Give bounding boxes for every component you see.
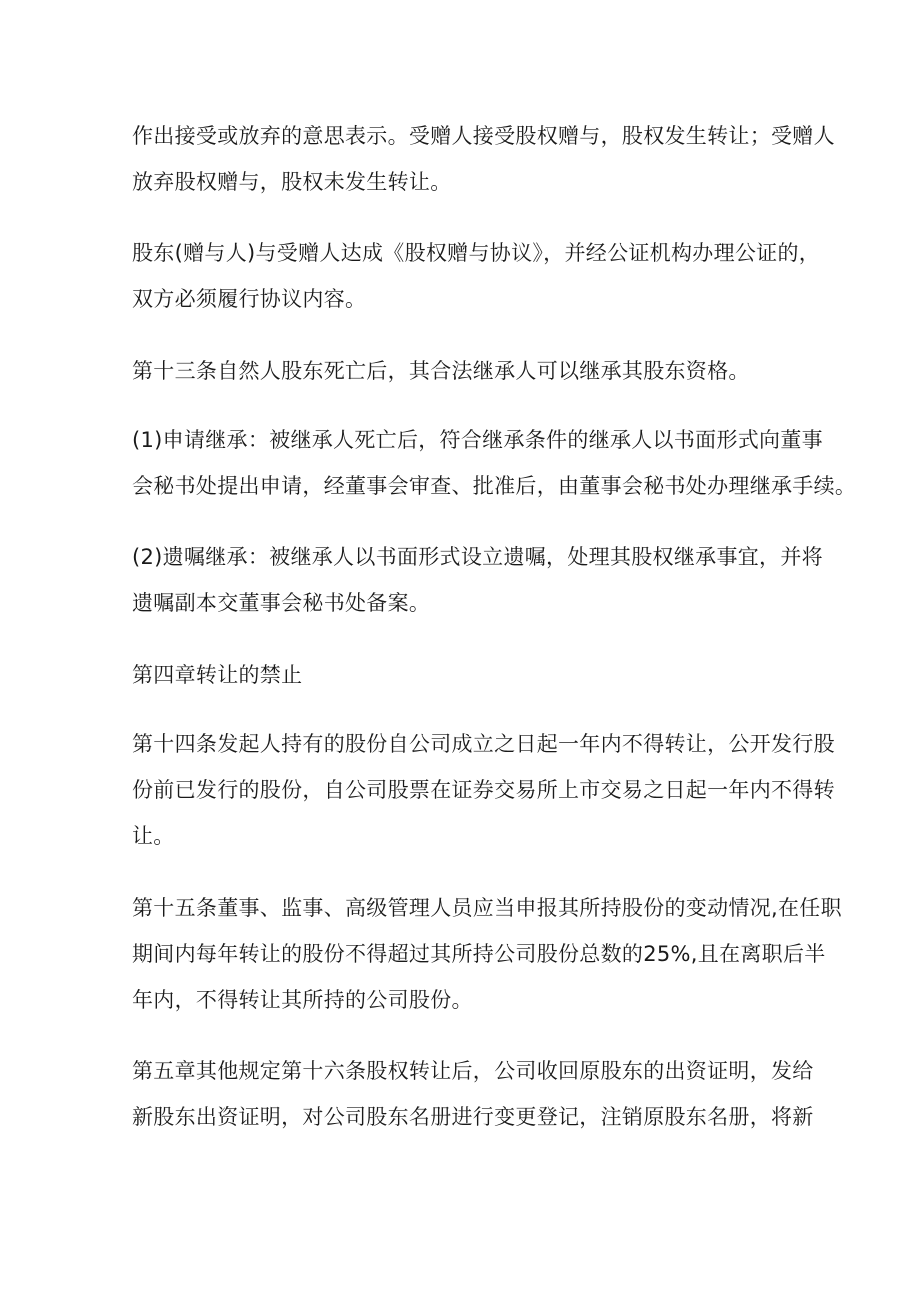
paragraph-chapter-5-article-16 [132, 1048, 814, 1140]
text-line: 期间内每年转让的股份不得超过其所持公司股份总数的25%,且在离职后半 [132, 942, 826, 966]
text-line: (1)申请继承：被继承人死亡后，符合继承条件的继承人以书面形式向董事 [132, 428, 823, 452]
paragraph-article-15 [132, 885, 842, 1023]
text-line: 股东(赠与人)与受赠人达成《股权赠与协议》，并经公证机构办理公证的， [132, 241, 821, 265]
text-line: 遗嘱副本交董事会秘书处备案。 [132, 591, 431, 615]
paragraph-application-inheritance [132, 417, 857, 509]
text-line: 第十五条董事、监事、高级管理人员应当申报其所持股份的变动情况,在任职 [132, 896, 842, 920]
text-line: 年内，不得转让其所持的公司股份。 [132, 988, 473, 1012]
text-line: 第五章其他规定第十六条股权转让后，公司收回原股东的出资证明，发给 [132, 1059, 814, 1083]
paragraph-article-14 [132, 721, 835, 859]
text-line: 放弃股权赠与，股权未发生转让。 [132, 170, 452, 194]
text-line: (2)遗嘱继承：被继承人以书面形式设立遗嘱，处理其股权继承事宜，并将 [132, 545, 823, 569]
paragraph-gift-acceptance [132, 113, 835, 205]
text-line: 让。 [132, 824, 175, 848]
text-line: 份前已发行的股份，自公司股票在证券交易所上市交易之日起一年内不得转 [132, 778, 835, 802]
text-line: 第十三条自然人股东死亡后，其合法继承人可以继承其股东资格。 [132, 359, 750, 383]
text-line: 会秘书处提出申请，经董事会审查、批准后，由董事会秘书处办理继承手续。 [132, 474, 857, 498]
text-line: 作出接受或放弃的意思表示。受赠人接受股权赠与，股权发生转让；受赠人 [132, 124, 835, 148]
text-line: 新股东出资证明，对公司股东名册进行变更登记，注销原股东名册，将新 [132, 1105, 814, 1129]
paragraph-article-13 [132, 348, 798, 394]
text-line: 第十四条发起人持有的股份自公司成立之日起一年内不得转让，公开发行股 [132, 732, 835, 756]
text-line: 第四章转让的禁止 [132, 663, 303, 687]
paragraph-gift-agreement [132, 230, 821, 322]
chapter-4-heading [132, 652, 798, 698]
paragraph-will-inheritance [132, 534, 823, 626]
text-line: 双方必须履行协议内容。 [132, 287, 367, 311]
